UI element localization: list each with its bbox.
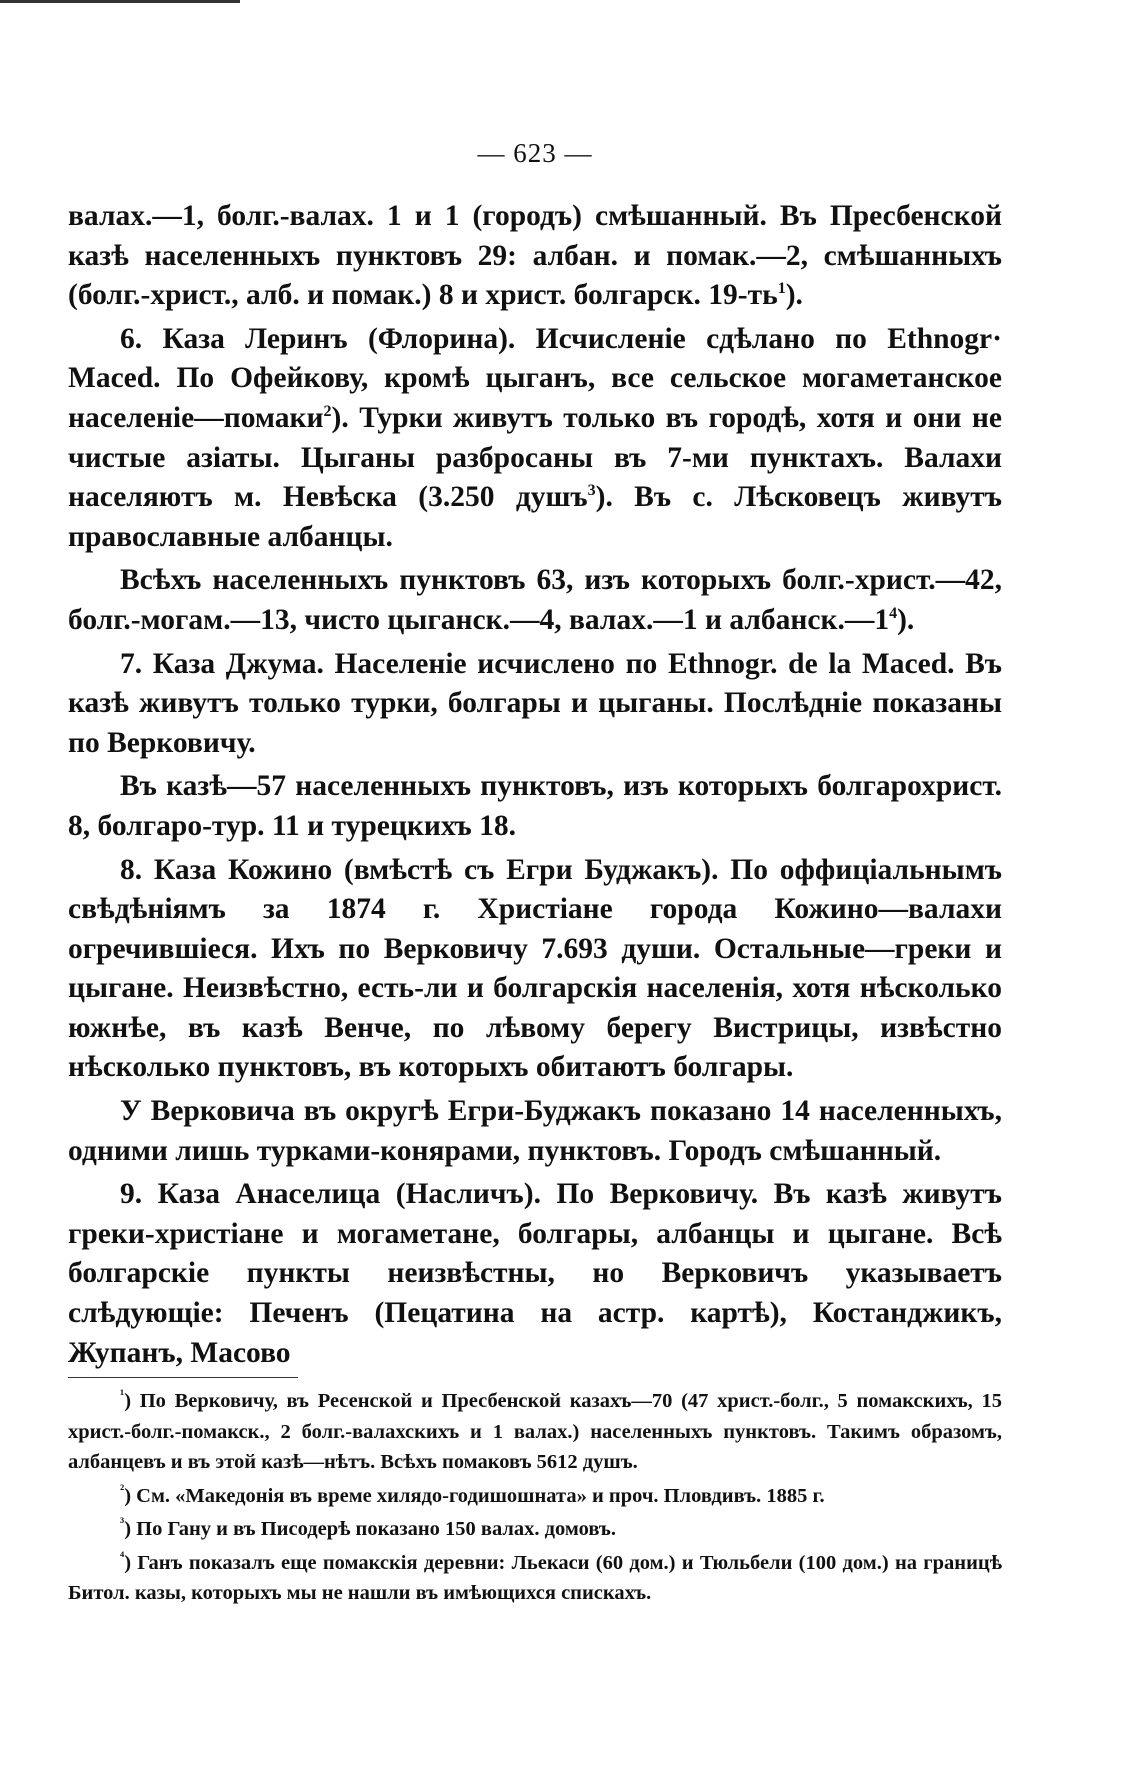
main-text xyxy=(68,197,1002,1373)
footnote-ref-3: 3 xyxy=(587,482,596,500)
paragraph-dzhuma-totals: Въ казѣ—57 населенныхъ пунктовъ, изъ которыхъ болгарохрист. 8, болгаро-тур. 11 и турецкихъ 18. xyxy=(68,770,1002,842)
page-number: — 623 — xyxy=(477,138,593,168)
footnote-3: $^{^3}$) По Гану и въ Писодерѣ показано 150 валах. домовъ. xyxy=(120,1516,616,1541)
top-edge-rule xyxy=(0,0,240,3)
footnotes xyxy=(68,1386,1002,1609)
footnote-ref-1: 1 xyxy=(777,280,786,298)
paragraph-1: валах.—1, болг.-валах. 1 и 1 (городъ) смѣшанный. Въ Пресбенской казѣ населенныхъ пунктовъ 29: албан. и помак.—2, смѣшанныхъ (болг.-христ., алб. и помак.) 8 и христ. болгарск. $19-ть^1$). xyxy=(68,200,1002,312)
footnote-2: $^{^2}$) См. «Македонія въ време хилядо-годишошната» и проч. Пловдивъ. 1885 г. xyxy=(120,1482,825,1507)
paragraph-kaza-anaselitsa: 9. Каза Анаселица (Насличъ). По Верковичу. Въ казѣ живутъ греки-христіане и могаметане, болгары, албанцы и цыгане. Всѣ болгарскіе пункты неизвѣстны, но Верковичъ указываетъ слѣдующіе: Печенъ (Пецатина на астр. картѣ), Костанджикъ, Жупанъ, Масово xyxy=(68,1178,1002,1369)
paragraph-lerin-totals: Всѣхъ населенныхъ пунктовъ 63, изъ которыхъ болг.-христ.—42, болг.-могам.—13, чисто цыганск.—4, валах.—1 и $албанск.—1^4$). xyxy=(68,564,1002,636)
paragraph-egri-budzhak: У Верковича въ округѣ Егри-Буджакъ показано 14 населенныхъ, одними лишь турками-конярами, пунктовъ. Городъ смѣшанный. xyxy=(68,1095,1002,1167)
footnote-ref-2: 2 xyxy=(323,403,332,421)
footnote-separator xyxy=(68,1377,298,1378)
footnote-1: $^{^1}$) По Верковичу, въ Ресенской и Пресбенской казахъ—70 (47 христ.-болг., 5 помакскихъ, 15 христ.-болг.-помакск., 2 болг.-валахскихъ и 1 валах.) населенныхъ пунктовъ. Такимъ образомъ, албанцевъ и въ этой казѣ—нѣтъ. Всѣхъ помаковъ 5612 душъ. xyxy=(68,1388,1002,1474)
paragraph-kaza-dzhuma: 7. Каза Джума. Населеніе исчислено по Ethnogr. de la Maced. Въ казѣ живутъ только турки, болгары и цыганы. Послѣдніе показаны по Верковичу. xyxy=(68,647,1002,759)
footnote-ref-4: 4 xyxy=(889,605,898,623)
paragraph-kaza-kozhino: 8. Каза Кожино (вмѣстѣ съ Егри Буджакъ). По оффиціальнымъ свѣдѣніямъ за 1874 г. Христіане города Кожино—валахи огречившіеся. Ихъ по Верковичу 7.693 души. Остальные—греки и цыгане. Неизвѣстно, есть-ли и болгарскія населенія, хотя нѣсколько южнѣе, въ казѣ Венче, по лѣвому берегу Вистрицы, извѣстно нѣсколько пунктовъ, въ которыхъ обитаютъ болгары. xyxy=(68,853,1002,1084)
footnote-4: $^{^4}$) Ганъ показалъ еще помакскія деревни: Льекаси (60 дом.) и Тюльбели (100 дом.) на границѣ Битол. казы, которыхъ мы не нашли въ имѣющихся спискахъ. xyxy=(68,1549,1002,1605)
paragraph-kaza-lerin: 6. Каза Леринъ (Флорина). Исчисленіе сдѣлано по Ethnogr· Maced. По Офейкову, кромѣ цыганъ, все сельское могаметанское населеніе—помаки$^2$). Турки живутъ только въ городѣ, хотя и они не чистые азіаты. Цыганы разбросаны въ 7-ми пунктахъ. Валахи населяютъ м. Невѣска (3.250 душъ$^3$). Въ с. Лѣсковецъ живутъ православные албанцы. xyxy=(68,322,1002,553)
